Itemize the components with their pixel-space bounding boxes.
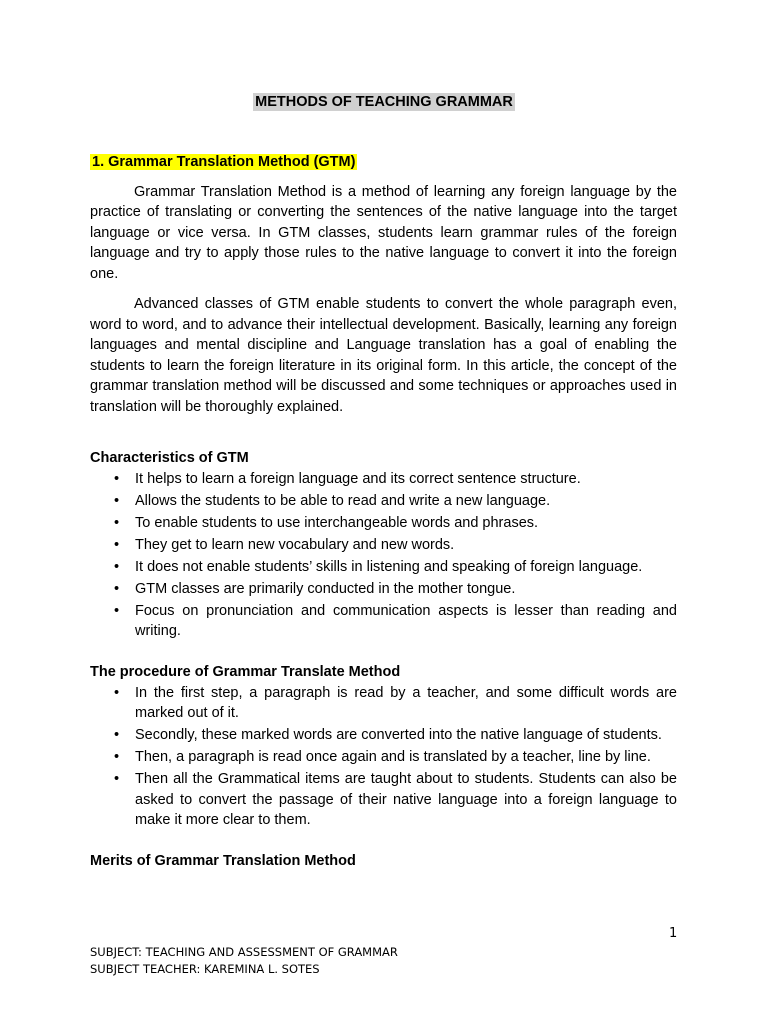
procedure-heading: The procedure of Grammar Translate Method <box>90 664 401 680</box>
procedure-list <box>90 683 677 831</box>
characteristics-heading: Characteristics of GTM <box>90 450 249 466</box>
bullet-icon: • <box>114 580 120 597</box>
list-item: • It helps to learn a foreign language and its correct sentence structure. <box>90 469 677 490</box>
list-item: • It does not enable students’ skills in listening and speaking of foreign language. <box>90 557 677 578</box>
list-item: • Then all the Grammatical items are taught about to students. Students can also be asked to convert the passage of their native language into a foreign language to make it more clear to them. <box>114 771 677 828</box>
list-item: • To enable students to use interchangeable words and phrases. <box>90 513 677 534</box>
page-number: 1 <box>669 926 678 941</box>
list-item: • In the first step, a paragraph is read by a teacher, and some difficult words are marked out of it. <box>114 684 677 721</box>
list-item: • Then, a paragraph is read once again and is translated by a teacher, line by line. <box>90 747 677 768</box>
footer-teacher: SUBJECT TEACHER: KAREMINA L. SOTES <box>90 962 320 976</box>
list-item: • Focus on pronunciation and communication aspects is lesser than reading and writing. <box>114 602 677 639</box>
paragraph-1: Grammar Translation Method is a method of learning any foreign language by the practice of translating or converting the sentences of the native language into the target language or vice versa. In GTM classes, students learn grammar rules of the foreign language and try to apply those rules to the native language to convert it into the foreign one. <box>90 183 677 282</box>
section-heading-gtm: 1. Grammar Translation Method (GTM) <box>92 154 356 170</box>
document-body <box>90 152 677 872</box>
bullet-icon: • <box>114 684 120 701</box>
bullet-icon: • <box>114 514 120 531</box>
list-item: • GTM classes are primarily conducted in the mother tongue. <box>90 579 677 600</box>
bullet-icon: • <box>114 470 120 487</box>
bullet-icon: • <box>114 727 120 743</box>
bullet-icon: • <box>114 749 120 765</box>
merits-heading: Merits of Grammar Translation Method <box>90 853 356 869</box>
list-item: • They get to learn new vocabulary and new words. <box>90 535 677 556</box>
characteristics-list <box>90 469 677 642</box>
bullet-icon: • <box>114 536 120 553</box>
bullet-icon: • <box>114 771 120 787</box>
footer-subject: SUBJECT: TEACHING AND ASSESSMENT OF GRAMMAR <box>90 945 398 959</box>
bullet-icon: • <box>114 492 120 509</box>
list-item: • Secondly, these marked words are converted into the native language of students. <box>90 725 677 746</box>
paragraph-2: Advanced classes of GTM enable students to convert the whole paragraph even, word to word, and to advance their intellectual development. Basically, learning any foreign languages and mental discipline and Language translation has a goal of enabling the students to learn the foreign literature in its original form. In this article, the concept of the grammar translation method will be discussed and some techniques or approaches used in translation will be thoroughly explained. <box>90 296 677 415</box>
list-item: • Allows the students to be able to read and write a new language. <box>90 491 677 512</box>
bullet-icon: • <box>114 602 120 619</box>
bullet-icon: • <box>114 558 120 575</box>
document-title: METHODS OF TEACHING GRAMMAR <box>255 94 513 110</box>
page-footer <box>90 944 398 978</box>
